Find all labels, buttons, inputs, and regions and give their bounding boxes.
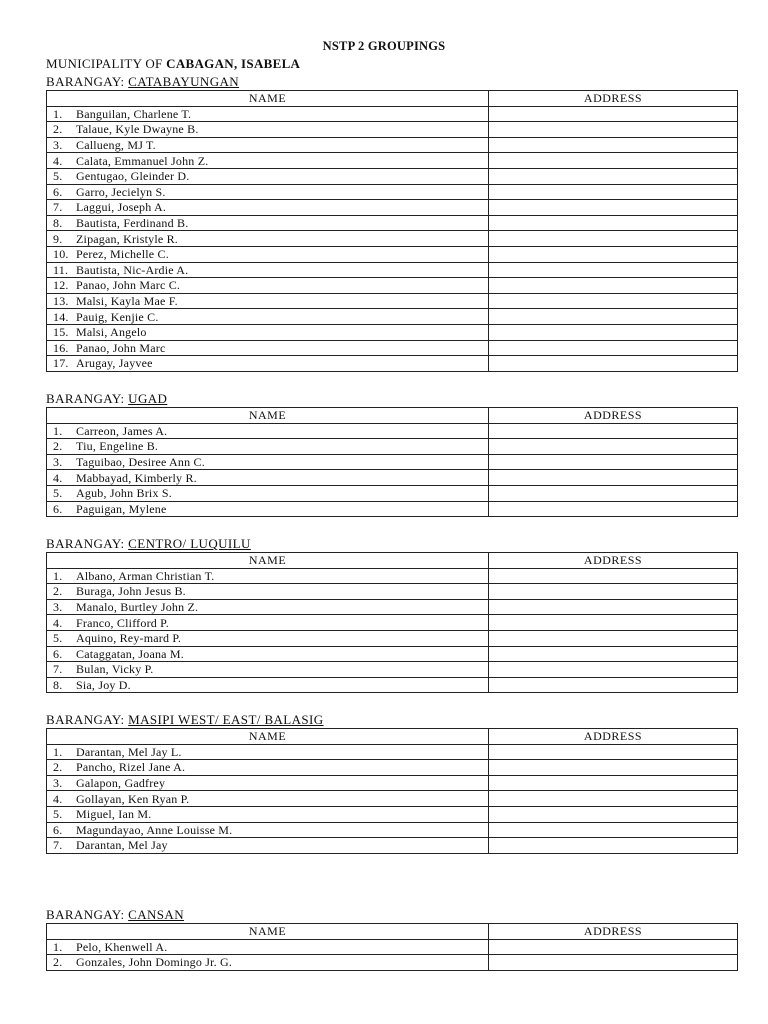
address-column-header: ADDRESS	[489, 408, 738, 424]
member-address-cell	[489, 775, 738, 791]
member-name-cell	[47, 677, 489, 693]
table-row	[47, 106, 738, 122]
row-number: 15.	[53, 325, 69, 340]
table-row	[47, 806, 738, 822]
row-number: 10.	[53, 247, 69, 262]
name-column-header: NAME	[47, 553, 489, 569]
address-column-header: ADDRESS	[489, 91, 738, 107]
member-name: Galapon, Gadfrey	[76, 776, 166, 791]
member-address-cell	[489, 939, 738, 955]
name-column-header: NAME	[47, 729, 489, 745]
row-number: 3.	[53, 455, 63, 470]
table-row	[47, 662, 738, 678]
member-name-cell	[47, 454, 489, 470]
member-name-cell	[47, 215, 489, 231]
member-address-cell	[489, 423, 738, 439]
member-name-cell	[47, 584, 489, 600]
barangay-prefix: BARANGAY:	[46, 907, 129, 922]
member-name: Darantan, Mel Jay	[76, 838, 168, 853]
table-row	[47, 200, 738, 216]
member-name-cell	[47, 106, 489, 122]
table-row	[47, 775, 738, 791]
member-name: Gollayan, Ken Ryan P.	[76, 791, 190, 806]
table-row	[47, 122, 738, 138]
barangay-heading	[46, 535, 737, 552]
table-row	[47, 278, 738, 294]
table-row	[47, 262, 738, 278]
row-number: 14.	[53, 309, 69, 324]
member-name-cell	[47, 200, 489, 216]
table-row	[47, 184, 738, 200]
barangay-name: CENTRO/ LUQUILU	[128, 536, 251, 551]
table-row	[47, 324, 738, 340]
row-number: 3.	[53, 138, 63, 153]
barangay-name: CANSAN	[128, 907, 185, 922]
member-name-cell	[47, 744, 489, 760]
table-row	[47, 760, 738, 776]
row-number: 5.	[53, 486, 63, 501]
table-header-row	[47, 729, 738, 745]
member-address-cell	[489, 356, 738, 372]
member-name-cell	[47, 423, 489, 439]
member-address-cell	[489, 470, 738, 486]
table-row	[47, 423, 738, 439]
row-number: 7.	[53, 662, 63, 677]
member-address-cell	[489, 106, 738, 122]
member-name-cell	[47, 822, 489, 838]
row-number: 6.	[53, 501, 63, 516]
member-name: Garro, Jecielyn S.	[76, 184, 166, 199]
barangay-heading	[46, 390, 737, 407]
member-name-cell	[47, 775, 489, 791]
barangay-section	[46, 390, 737, 517]
member-name-cell	[47, 153, 489, 169]
member-address-cell	[489, 293, 738, 309]
row-number: 7.	[53, 200, 63, 215]
row-number: 1.	[53, 939, 63, 954]
member-name: Panao, John Marc C.	[76, 278, 181, 293]
member-name-cell	[47, 184, 489, 200]
address-column-header: ADDRESS	[489, 553, 738, 569]
member-name-cell	[47, 806, 489, 822]
member-name: Aquino, Rey-mard P.	[76, 631, 182, 646]
row-number: 2.	[53, 439, 63, 454]
member-name: Talaue, Kyle Dwayne B.	[76, 122, 199, 137]
member-name-cell	[47, 470, 489, 486]
member-address-cell	[489, 677, 738, 693]
member-name: Sia, Joy D.	[76, 678, 131, 693]
row-number: 2.	[53, 584, 63, 599]
row-number: 7.	[53, 838, 63, 853]
members-table	[46, 407, 738, 517]
table-row	[47, 153, 738, 169]
member-address-cell	[489, 822, 738, 838]
member-address-cell	[489, 760, 738, 776]
member-name: Gentugao, Gleinder D.	[76, 169, 190, 184]
barangay-prefix: BARANGAY:	[46, 74, 129, 89]
table-row	[47, 485, 738, 501]
members-table	[46, 728, 738, 854]
name-column-header: NAME	[47, 924, 489, 940]
municipality-name: CABAGAN, ISABELA	[166, 56, 301, 71]
barangay-name: UGAD	[128, 391, 168, 406]
row-number: 6.	[53, 184, 63, 199]
member-name: Magundayao, Anne Louisse M.	[76, 822, 233, 837]
barangay-heading	[46, 906, 737, 923]
barangay-heading	[46, 711, 737, 728]
row-number: 2.	[53, 955, 63, 970]
table-row	[47, 955, 738, 971]
member-name-cell	[47, 262, 489, 278]
member-name: Buraga, John Jesus B.	[76, 584, 186, 599]
table-row	[47, 439, 738, 455]
member-address-cell	[489, 137, 738, 153]
member-name: Paguigan, Mylene	[76, 501, 167, 516]
member-name-cell	[47, 309, 489, 325]
table-row	[47, 340, 738, 356]
municipality-line	[46, 56, 300, 72]
member-name: Carreon, James A.	[76, 423, 168, 438]
member-name-cell	[47, 955, 489, 971]
member-address-cell	[489, 184, 738, 200]
table-row	[47, 246, 738, 262]
member-address-cell	[489, 340, 738, 356]
table-row	[47, 356, 738, 372]
barangay-prefix: BARANGAY:	[46, 391, 129, 406]
member-name: Bulan, Vicky P.	[76, 662, 154, 677]
member-address-cell	[489, 200, 738, 216]
member-address-cell	[489, 454, 738, 470]
row-number: 1.	[53, 744, 63, 759]
member-address-cell	[489, 168, 738, 184]
address-column-header: ADDRESS	[489, 729, 738, 745]
member-name-cell	[47, 246, 489, 262]
table-row	[47, 309, 738, 325]
member-name: Pelo, Khenwell A.	[76, 939, 168, 954]
row-number: 5.	[53, 631, 63, 646]
table-row	[47, 630, 738, 646]
row-number: 6.	[53, 822, 63, 837]
member-address-cell	[489, 615, 738, 631]
row-number: 13.	[53, 294, 69, 309]
member-name-cell	[47, 662, 489, 678]
member-address-cell	[489, 599, 738, 615]
name-column-header: NAME	[47, 91, 489, 107]
table-row	[47, 939, 738, 955]
members-table	[46, 552, 738, 693]
member-name: Malsi, Kayla Mae F.	[76, 294, 178, 309]
barangay-name: CATABAYUNGAN	[128, 74, 240, 89]
member-address-cell	[489, 324, 738, 340]
table-row	[47, 137, 738, 153]
barangay-section	[46, 73, 737, 372]
row-number: 9.	[53, 231, 63, 246]
row-number: 2.	[53, 760, 63, 775]
row-number: 2.	[53, 122, 63, 137]
member-address-cell	[489, 485, 738, 501]
member-name-cell	[47, 485, 489, 501]
table-row	[47, 231, 738, 247]
member-address-cell	[489, 584, 738, 600]
row-number: 1.	[53, 423, 63, 438]
members-table	[46, 923, 738, 971]
member-name-cell	[47, 568, 489, 584]
table-header-row	[47, 408, 738, 424]
table-row	[47, 615, 738, 631]
member-name: Calata, Emmanuel John Z.	[76, 153, 209, 168]
member-name-cell	[47, 599, 489, 615]
member-address-cell	[489, 806, 738, 822]
member-name: Bautista, Ferdinand B.	[76, 216, 189, 231]
barangay-heading	[46, 73, 737, 90]
member-address-cell	[489, 630, 738, 646]
member-name: Zipagan, Kristyle R.	[76, 231, 178, 246]
document-title: NSTP 2 GROUPINGS	[322, 39, 446, 53]
member-address-cell	[489, 646, 738, 662]
row-number: 8.	[53, 678, 63, 693]
member-name-cell	[47, 340, 489, 356]
row-number: 8.	[53, 216, 63, 231]
member-name: Arugay, Jayvee	[76, 356, 153, 371]
member-address-cell	[489, 439, 738, 455]
member-name: Panao, John Marc	[76, 340, 166, 355]
table-row	[47, 584, 738, 600]
barangay-prefix: BARANGAY:	[46, 712, 129, 727]
member-name-cell	[47, 501, 489, 517]
member-address-cell	[489, 744, 738, 760]
table-row	[47, 791, 738, 807]
table-row	[47, 501, 738, 517]
member-name: Agub, John Brix S.	[76, 486, 172, 501]
table-row	[47, 293, 738, 309]
table-row	[47, 646, 738, 662]
member-address-cell	[489, 262, 738, 278]
table-header-row	[47, 553, 738, 569]
member-name: Franco, Clifford P.	[76, 615, 169, 630]
member-name-cell	[47, 356, 489, 372]
member-address-cell	[489, 662, 738, 678]
row-number: 4.	[53, 470, 63, 485]
table-row	[47, 215, 738, 231]
member-address-cell	[489, 568, 738, 584]
member-name: Manalo, Burtley John Z.	[76, 600, 199, 615]
table-row	[47, 599, 738, 615]
table-row	[47, 454, 738, 470]
member-address-cell	[489, 246, 738, 262]
member-name-cell	[47, 439, 489, 455]
member-name: Darantan, Mel Jay L.	[76, 744, 182, 759]
member-address-cell	[489, 791, 738, 807]
barangay-prefix: BARANGAY:	[46, 536, 129, 551]
table-row	[47, 470, 738, 486]
table-row	[47, 822, 738, 838]
member-name-cell	[47, 838, 489, 854]
table-header-row	[47, 91, 738, 107]
member-name-cell	[47, 630, 489, 646]
row-number: 12.	[53, 278, 69, 293]
address-column-header: ADDRESS	[489, 924, 738, 940]
table-header-row	[47, 924, 738, 940]
member-name: Banguilan, Charlene T.	[76, 106, 192, 121]
member-address-cell	[489, 215, 738, 231]
member-address-cell	[489, 955, 738, 971]
barangay-section	[46, 906, 737, 971]
row-number: 1.	[53, 106, 63, 121]
member-name: Pauig, Kenjie C.	[76, 309, 159, 324]
members-table	[46, 90, 738, 372]
row-number: 6.	[53, 646, 63, 661]
barangay-section	[46, 535, 737, 693]
row-number: 11.	[53, 262, 69, 277]
row-number: 1.	[53, 568, 63, 583]
member-address-cell	[489, 838, 738, 854]
member-name: Tiu, Engeline B.	[76, 439, 159, 454]
row-number: 5.	[53, 169, 63, 184]
table-row	[47, 838, 738, 854]
table-row	[47, 168, 738, 184]
member-address-cell	[489, 278, 738, 294]
member-name: Callueng, MJ T.	[76, 138, 156, 153]
row-number: 5.	[53, 807, 63, 822]
member-name-cell	[47, 231, 489, 247]
member-name-cell	[47, 278, 489, 294]
barangay-name: MASIPI WEST/ EAST/ BALASIG	[128, 712, 324, 727]
member-name: Taguibao, Desiree Ann C.	[76, 455, 205, 470]
member-name: Perez, Michelle C.	[76, 247, 169, 262]
member-name: Cataggatan, Joana M.	[76, 646, 184, 661]
member-name-cell	[47, 168, 489, 184]
table-row	[47, 568, 738, 584]
member-address-cell	[489, 501, 738, 517]
name-column-header: NAME	[47, 408, 489, 424]
barangay-section	[46, 711, 737, 854]
table-row	[47, 677, 738, 693]
member-address-cell	[489, 122, 738, 138]
member-name: Laggui, Joseph A.	[76, 200, 167, 215]
member-name-cell	[47, 760, 489, 776]
member-name: Gonzales, John Domingo Jr. G.	[76, 955, 233, 970]
member-name-cell	[47, 939, 489, 955]
member-address-cell	[489, 309, 738, 325]
member-name-cell	[47, 646, 489, 662]
row-number: 4.	[53, 791, 63, 806]
member-name: Miguel, Ian M.	[76, 807, 152, 822]
row-number: 16.	[53, 340, 69, 355]
row-number: 4.	[53, 153, 63, 168]
member-name-cell	[47, 791, 489, 807]
row-number: 17.	[53, 356, 69, 371]
row-number: 3.	[53, 600, 63, 615]
row-number: 3.	[53, 776, 63, 791]
member-name: Malsi, Angelo	[76, 325, 147, 340]
municipality-prefix: MUNICIPALITY OF	[46, 56, 167, 71]
row-number: 4.	[53, 615, 63, 630]
member-name: Bautista, Nic-Ardie A.	[76, 262, 189, 277]
member-name-cell	[47, 122, 489, 138]
member-address-cell	[489, 153, 738, 169]
member-name-cell	[47, 324, 489, 340]
member-name: Pancho, Rizel Jane A.	[76, 760, 186, 775]
member-name-cell	[47, 293, 489, 309]
member-name-cell	[47, 137, 489, 153]
table-row	[47, 744, 738, 760]
member-name-cell	[47, 615, 489, 631]
member-name: Albano, Arman Christian T.	[76, 568, 215, 583]
member-name: Mabbayad, Kimberly R.	[76, 470, 197, 485]
member-address-cell	[489, 231, 738, 247]
